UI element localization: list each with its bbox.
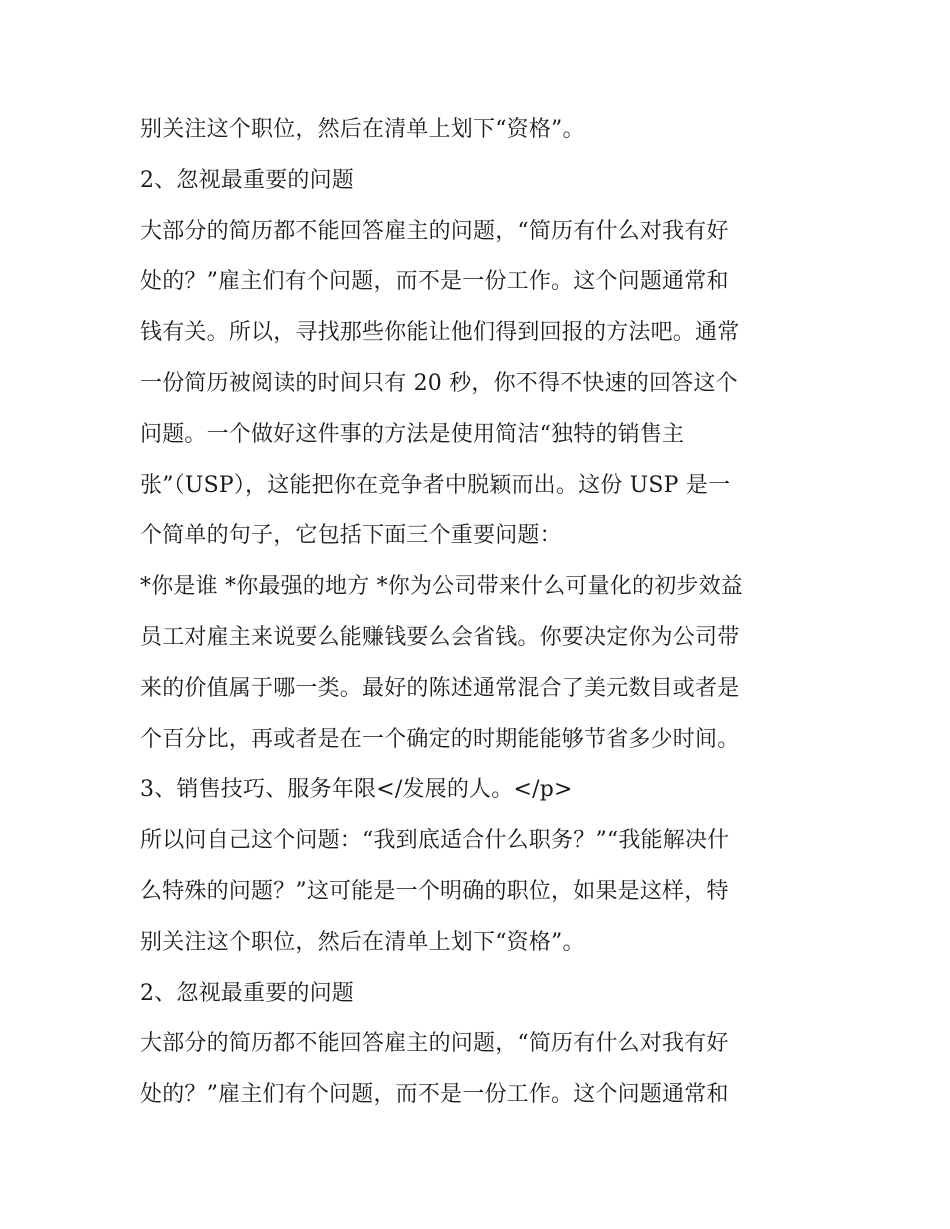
text-line: 问题。一个做好这件事的方法是使用简洁“独特的销售主 xyxy=(140,421,685,447)
text-line: 别关注这个职位，然后在清单上划下“资格”。 xyxy=(140,929,585,955)
section-heading: 2、忽视最重要的问题 xyxy=(140,167,354,193)
text-line: 个百分比，再或者是在一个确定的时期能能够节省多少时间。 xyxy=(140,726,740,752)
text-line: 么特殊的问题？”这可能是一个明确的职位，如果是这样，特 xyxy=(140,878,729,904)
section-heading: 3、销售技巧、服务年限</发展的人。</p> xyxy=(140,777,573,803)
text-line: 大部分的简历都不能回答雇主的问题，“简历有什么对我有好 xyxy=(140,1031,729,1057)
text-line: 钱有关。所以，寻找那些你能让他们得到回报的方法吧。通常 xyxy=(140,320,740,346)
text-line: 大部分的简历都不能回答雇主的问题，“简历有什么对我有好 xyxy=(140,218,729,244)
text-line: 员工对雇主来说要么能赚钱要么会省钱。你要决定你为公司带 xyxy=(140,624,740,650)
section-heading: 2、忽视最重要的问题 xyxy=(140,980,354,1006)
text-line: 个简单的句子，它包括下面三个重要问题： xyxy=(140,523,562,549)
text-line: 所以问自己这个问题：“我到底适合什么职务？”“我能解决什 xyxy=(140,828,730,854)
text-line: 一份简历被阅读的时间只有 20 秒，你不得不快速的回答这个 xyxy=(140,370,738,396)
text-line: 处的？”雇主们有个问题，而不是一份工作。这个问题通常和 xyxy=(140,269,729,295)
text-line: 处的？”雇主们有个问题，而不是一份工作。这个问题通常和 xyxy=(140,1082,729,1108)
text-line: 来的价值属于哪一类。最好的陈述通常混合了美元数目或者是 xyxy=(140,675,740,701)
document-body xyxy=(140,105,820,1121)
bullet-line: *你是谁 *你最强的地方 *你为公司带来什么可量化的初步效益 xyxy=(140,574,743,600)
text-line: 张”（USP），这能把你在竞争者中脱颖而出。这份 USP 是一 xyxy=(140,472,731,498)
text-line: 别关注这个职位，然后在清单上划下“资格”。 xyxy=(140,117,585,142)
